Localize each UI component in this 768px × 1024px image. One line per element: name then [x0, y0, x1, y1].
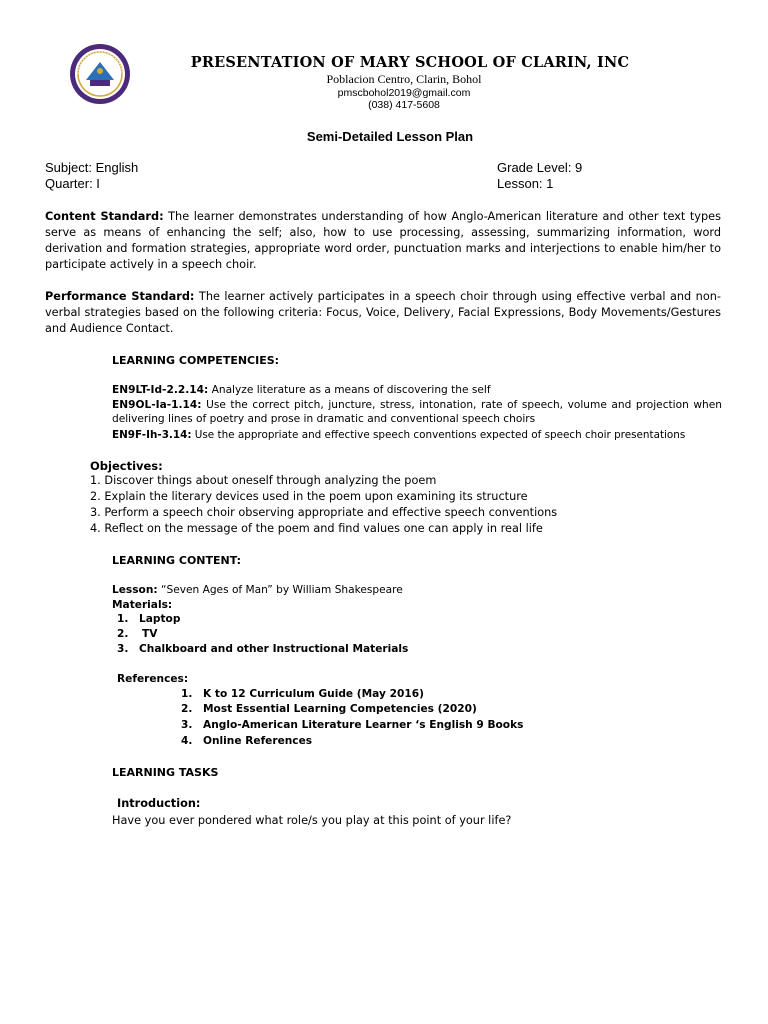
competency-text: Use the correct pitch, juncture, stress, intonation, rate of speech, volume and projection when delivering lines of poetry and prose in dramatic and conventional speech choirs [112, 399, 722, 425]
school-email: pmscbohol2019@gmail.com [337, 87, 471, 99]
objective-item: 3. Perform a speech choir observing appropriate and effective speech conventions [90, 506, 558, 519]
lesson-label: Lesson: [112, 584, 158, 596]
materials-label: Materials: [112, 599, 173, 611]
lesson-line [112, 584, 403, 596]
lesson-title: “Seven Ages of Man” by William Shakespeare [157, 584, 403, 596]
reference-item: K to 12 Curriculum Guide (May 2016) [203, 688, 424, 700]
learning-content-heading: LEARNING CONTENT: [112, 554, 242, 567]
competency-code: EN9F-Ih-3.14: [112, 429, 192, 441]
reference-number: 2. [181, 703, 193, 715]
competency-text: Analyze literature as a means of discovering the self [208, 384, 491, 396]
reference-item: Most Essential Learning Competencies (2020) [203, 703, 477, 715]
material-number: 2. [117, 628, 129, 640]
objectives-heading: Objectives: [90, 459, 163, 473]
performance-standard [45, 289, 721, 337]
school-address: Poblacion Centro, Clarin, Bohol [326, 72, 482, 86]
school-name: PRESENTATION OF MARY SCHOOL OF CLARIN, INC [190, 54, 630, 71]
performance-standard-label: Performance Standard: [45, 290, 195, 303]
reference-item: Online References [203, 735, 313, 747]
competency-text: Use the appropriate and effective speech conventions expected of speech choir presentations [191, 429, 686, 441]
content-standard-text: The learner demonstrates understanding of how Anglo-American literature and other text types serve as means of enhancing the self; also, how to use processing, assessing, summarizing information, word derivation and formation strategies, appropriate word order, punctuation marks and interjections to enable him/her to participate actively in a speech choir. [45, 210, 721, 271]
material-item: TV [142, 628, 158, 640]
content-standard-label: Content Standard: [45, 210, 164, 223]
material-number: 3. [117, 643, 129, 655]
competency-item [112, 428, 737, 442]
reference-number: 3. [181, 719, 193, 731]
competency-code: EN9OL-Ia-1.14: [112, 399, 202, 411]
introduction-question: Have you ever pondered what role/s you play at this point of your life? [112, 814, 512, 827]
references-label: References: [117, 673, 189, 685]
reference-number: 1. [181, 688, 193, 700]
objective-item: 1. Discover things about oneself through analyzing the poem [90, 474, 437, 487]
subject-field: Subject: English [45, 160, 139, 175]
school-phone: (038) 417-5608 [368, 99, 440, 111]
objective-item: 4. Reflect on the message of the poem and find values one can apply in real life [90, 522, 543, 535]
grade-level-field: Grade Level: 9 [497, 160, 583, 175]
objective-item: 2. Explain the literary devices used in the poem upon examining its structure [90, 490, 528, 503]
material-item: Laptop [139, 613, 181, 625]
document-title: Semi-Detailed Lesson Plan [306, 129, 474, 144]
competency-item [112, 383, 722, 397]
reference-item: Anglo-American Literature Learner ‘s English 9 Books [203, 719, 524, 731]
competencies-heading: LEARNING COMPETENCIES: [112, 354, 280, 367]
material-item: Chalkboard and other Instructional Materials [139, 643, 409, 655]
material-number: 1. [117, 613, 129, 625]
performance-standard-text: The learner actively participates in a speech choir through using effective verbal and non-verbal strategies based on the following criteria: Focus, Voice, Delivery, Facial Expressions, Body Movements/Gestures and Audience Contact. [45, 290, 721, 335]
competency-item [112, 398, 722, 426]
reference-number: 4. [181, 735, 193, 747]
lesson-number-field: Lesson: 1 [497, 176, 554, 191]
learning-tasks-heading: LEARNING TASKS [112, 766, 219, 779]
quarter-field: Quarter: I [45, 176, 100, 191]
content-standard [45, 209, 721, 273]
competency-code: EN9LT-Id-2.2.14: [112, 384, 209, 396]
introduction-label: Introduction: [117, 797, 201, 810]
